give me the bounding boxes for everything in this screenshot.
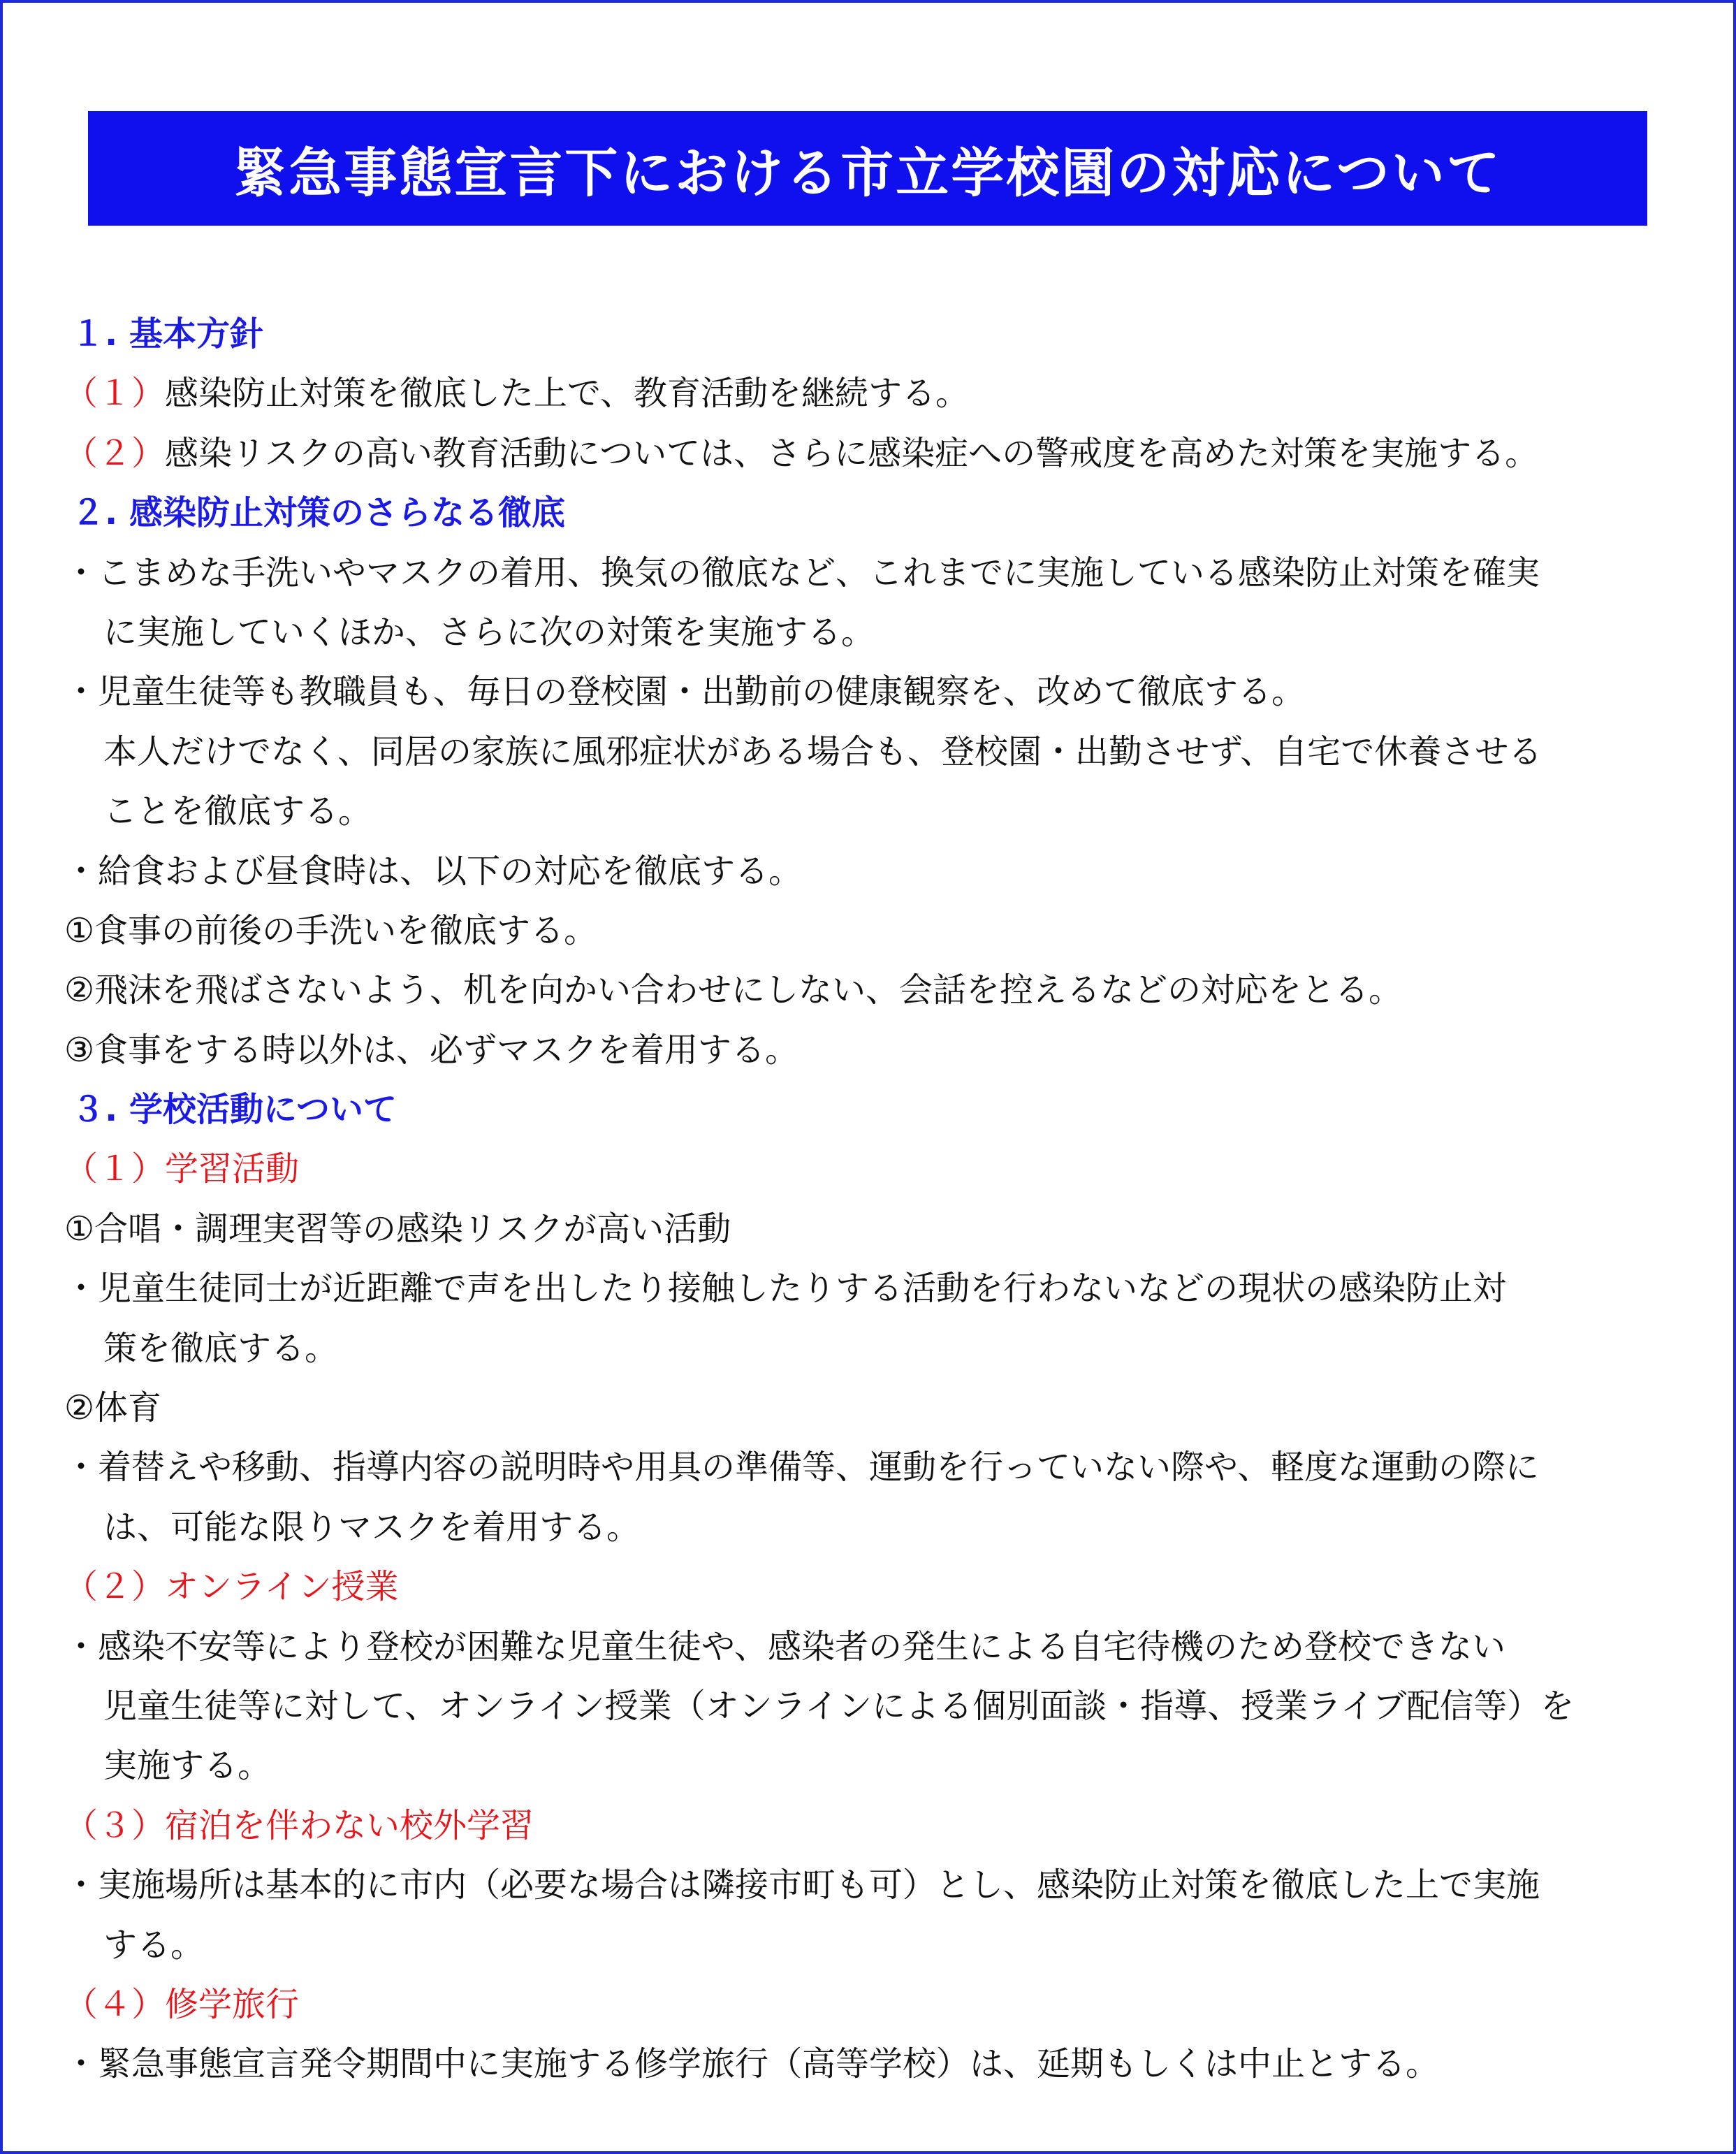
bullet-continuation: は、可能な限りマスクを着用する。 xyxy=(103,1507,641,1547)
bullet-line: ・こまめな手洗いやマスクの着用、換気の徹底など、これまでに実施している感染防止対策を確実 xyxy=(64,553,1540,592)
policy-item-1 xyxy=(64,364,1713,423)
bullet-continuation: する。 xyxy=(103,1925,205,1965)
policy-item-2 xyxy=(64,424,1713,483)
bullet-line: ・感染不安等により登校が困難な児童生徒や、感染者の発生による自宅待機のため登校できない xyxy=(64,1627,1506,1666)
bullet-continuation: ことを徹底する。 xyxy=(103,792,372,831)
section-heading-infection-prevention: ２. 感染防止対策のさらなる徹底 xyxy=(71,493,565,533)
bullet-continuation: 策を徹底する。 xyxy=(103,1328,339,1368)
bullet-continuation: に実施していくほか、さらに次の対策を実施する。 xyxy=(103,612,875,652)
section-heading-school-activities: ３. 学校活動について xyxy=(71,1090,397,1130)
subheading-field-trips: （３）宿泊を伴わない校外学習 xyxy=(64,1805,534,1845)
bullet-continuation: 実施する。 xyxy=(103,1746,272,1786)
policy-item-2-text: 感染リスクの高い教育活動については、さらに感染症への警戒度を高めた対策を実施する。 xyxy=(165,433,1539,473)
bullet-line: ・緊急事態宣言発令期間中に実施する修学旅行（高等学校）は、延期もしくは中止とする。 xyxy=(64,2044,1440,2084)
numbered-item: ①合唱・調理実習等の感染リスクが高い活動 xyxy=(64,1209,731,1249)
section-heading-basic-policy: １. 基本方針 xyxy=(71,314,263,354)
bullet-continuation: 本人だけでなく、同居の家族に風邪症状がある場合も、登校園・出勤させず、自宅で休養させる xyxy=(103,732,1542,771)
policy-item-1-text: 感染防止対策を徹底した上で、教育活動を継続する。 xyxy=(165,374,970,414)
bullet-line: ・児童生徒同士が近距離で声を出したり接触したりする活動を行わないなどの現状の感染防止対 xyxy=(64,1269,1507,1309)
policy-item-1-marker: （１） xyxy=(64,374,166,414)
page-title: 緊急事態宣言下における市立学校園の対応について xyxy=(233,141,1502,204)
bullet-continuation: 児童生徒等に対して、オンライン授業（オンラインによる個別面談・指導、授業ライブ配信等）を xyxy=(103,1686,1575,1726)
bullet-line: ・実施場所は基本的に市内（必要な場合は隣接市町も可）とし、感染防止対策を徹底した上で実施 xyxy=(64,1865,1540,1905)
numbered-item: ②飛沫を飛ばさないよう、机を向かい合わせにしない、会話を控えるなどの対応をとる。 xyxy=(64,970,1403,1010)
policy-item-2-marker: （２） xyxy=(64,433,166,473)
numbered-item: ②体育 xyxy=(64,1388,162,1428)
numbered-item: ③食事をする時以外は、必ずマスクを着用する。 xyxy=(64,1030,799,1070)
subheading-learning-activities: （１）学習活動 xyxy=(64,1149,300,1189)
notice-body xyxy=(64,305,1713,2095)
numbered-item: ①食事の前後の手洗いを徹底する。 xyxy=(64,910,598,950)
title-banner xyxy=(88,111,1647,226)
subheading-school-trips: （４）修学旅行 xyxy=(64,1984,300,2024)
bullet-line: ・児童生徒等も教職員も、毎日の登校園・出勤前の健康観察を、改めて徹底する。 xyxy=(64,672,1306,712)
bullet-line: ・着替えや移動、指導内容の説明時や用具の準備等、運動を行っていない際や、軽度な運動の際に xyxy=(64,1448,1540,1487)
subheading-online-classes: （２）オンライン授業 xyxy=(64,1567,399,1607)
bullet-line: ・給食および昼食時は、以下の対応を徹底する。 xyxy=(64,851,803,891)
